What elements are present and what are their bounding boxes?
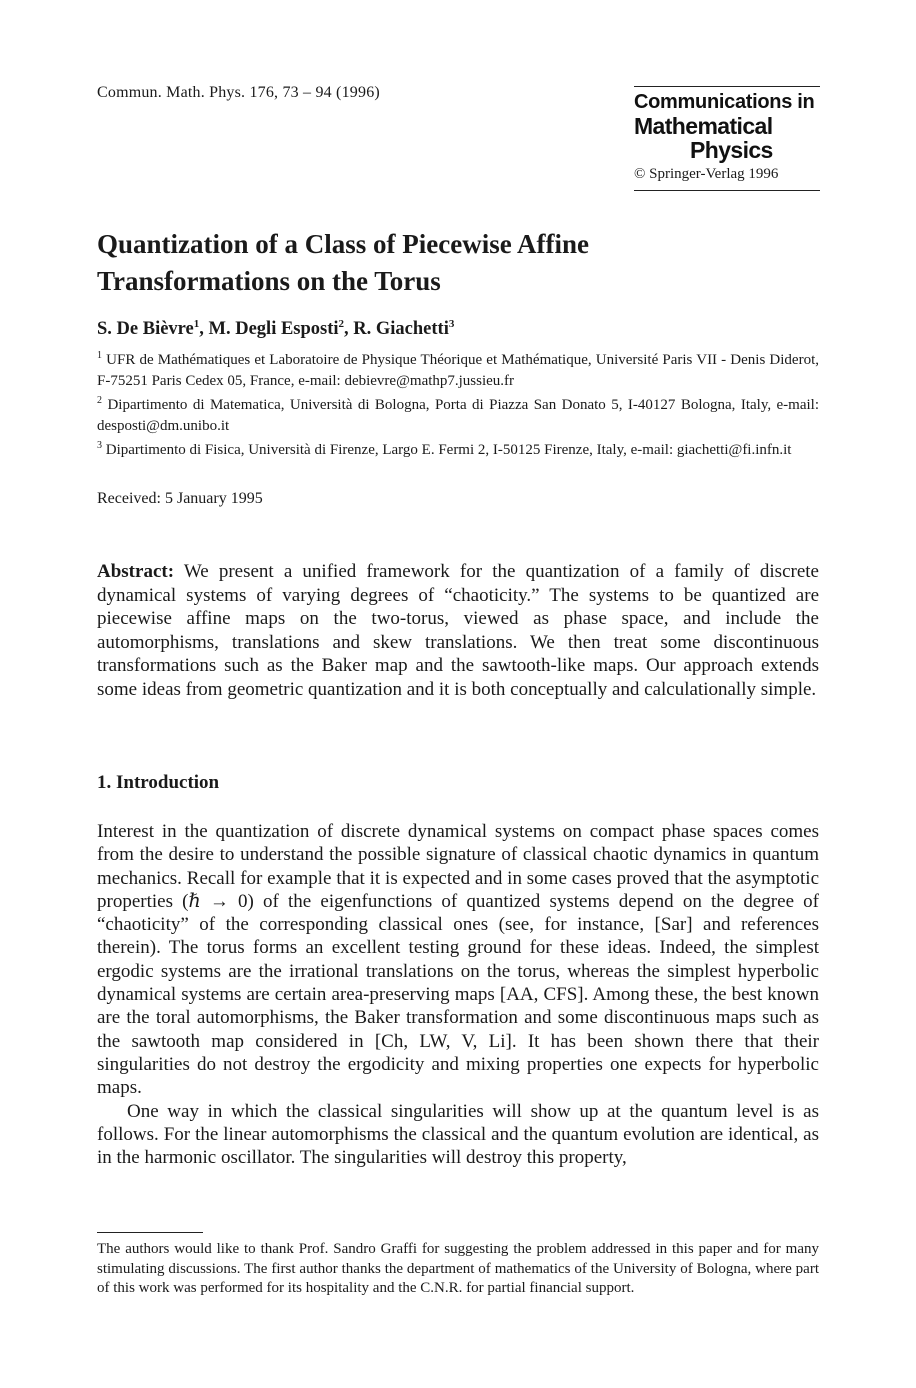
- author-mark: 3: [448, 318, 455, 330]
- footnote-rule: [97, 1232, 203, 1233]
- logo-rule-bottom: [634, 190, 820, 191]
- abstract: [97, 560, 819, 701]
- journal-name-line2: Mathematical: [634, 113, 773, 139]
- title-line-1: Quantization of a Class of Piecewise Affine: [97, 229, 589, 259]
- abstract-label: Abstract:: [97, 561, 175, 582]
- title-line-2: Transformations on the Torus: [97, 266, 441, 296]
- copyright-notice: © Springer-Verlag 1996: [634, 166, 779, 182]
- paper-title: [97, 226, 797, 300]
- journal-name-line1: Communications in: [634, 91, 815, 113]
- journal-name-line3: Physics: [690, 137, 773, 163]
- author-name: S. De Bièvre: [97, 319, 194, 340]
- author-name: R. Giachetti: [353, 319, 449, 340]
- affiliation-mark: 2: [97, 395, 102, 406]
- section-heading: 1. Introduction: [97, 772, 220, 793]
- journal-name: [634, 90, 820, 162]
- author-mark: 2: [338, 318, 345, 330]
- journal-citation: Commun. Math. Phys. 176, 73 – 94 (1996): [97, 84, 380, 101]
- footnote: The authors would like to thank Prof. Sandro Graffi for suggesting the problem addressed in this paper and for many stimulating discussions. The first author thanks the department of mathematics of the University of Bologna, where part of this work was performed for its hospitality and the C.N.R. for partial financial support.: [97, 1241, 819, 1296]
- affiliation-mark: 3: [97, 440, 102, 451]
- logo-rule-top: [634, 86, 820, 87]
- author-name: M. Degli Esposti: [208, 319, 339, 340]
- affiliation-mark: 1: [97, 350, 102, 361]
- affiliations: [97, 346, 819, 461]
- author-list: S. De Bièvre$^1$, M. Degli Esposti$^2$, R. Giachetti$^3$: [97, 318, 455, 340]
- affiliation: [97, 436, 819, 461]
- affiliation-text: Dipartimento di Matematica, Università di Bologna, Porta di Piazza San Donato 5, I-40127 Bologna, Italy, e-mail: desposti@dm.unibo.it: [97, 397, 819, 434]
- body-paragraph: Interest in the quantization of discrete dynamical systems on compact phase spaces comes from the desire to understand the possible signature of classical chaotic dynamics in quantum mechanics. Recall for example that it is expected and in some cases proved that the asymptotic properties (ℏ → 0) of the eigenfunctions of quantized systems depend on the degree of “chaoticity” of the corresponding classical ones (see, for instance, [Sar] and references therein). The torus forms an excellent testing ground for these ideas. Indeed, the simplest ergodic systems are the irrational translations on the torus, whereas the simplest hyperbolic dynamical systems are certain area-preserving maps [AA, CFS]. Among these, the best known are the toral automorphisms, the Baker transformation and some discontinuous maps such as the sawtooth map considered in [Ch, LW, V, Li]. It has been shown there that their singularities do not destroy the ergodicity and mixing properties one expects for hyperbolic maps.: [97, 821, 819, 1099]
- affiliation-text: Dipartimento di Fisica, Università di Firenze, Largo E. Fermi 2, I-50125 Firenze, Italy, e-mail: giachetti@fi.infn.it: [105, 442, 792, 458]
- affiliation-text: UFR de Mathématiques et Laboratoire de Physique Théorique et Mathématique, Université Paris VII - Denis Diderot, F-75251 Paris Cedex 05, France, e-mail: debievre@mathp7.jussieu.fr: [97, 352, 819, 389]
- section-body: [97, 820, 819, 1169]
- body-paragraph: One way in which the classical singularities will show up at the quantum level is as follows. For the linear automorphisms the classical and the quantum evolution are identical, as in the harmonic oscillator. The singularities will destroy this property,: [97, 1100, 819, 1169]
- affiliation: [97, 391, 819, 436]
- author-mark: 1: [193, 318, 200, 330]
- received-date: Received: 5 January 1995: [97, 490, 263, 507]
- affiliation: [97, 346, 819, 391]
- abstract-text: We present a unified framework for the quantization of a family of discrete dynamical systems of varying degrees of “chaoticity.” The systems to be quantized are piecewise affine maps on the two-torus, viewed as phase space, and include the automorphisms, translations and skew translations. We then treat some discontinuous transformations such as the Baker map and the sawtooth-like maps. Our approach extends some ideas from geometric quantization and it is both conceptually and calculationally simple.: [97, 561, 819, 700]
